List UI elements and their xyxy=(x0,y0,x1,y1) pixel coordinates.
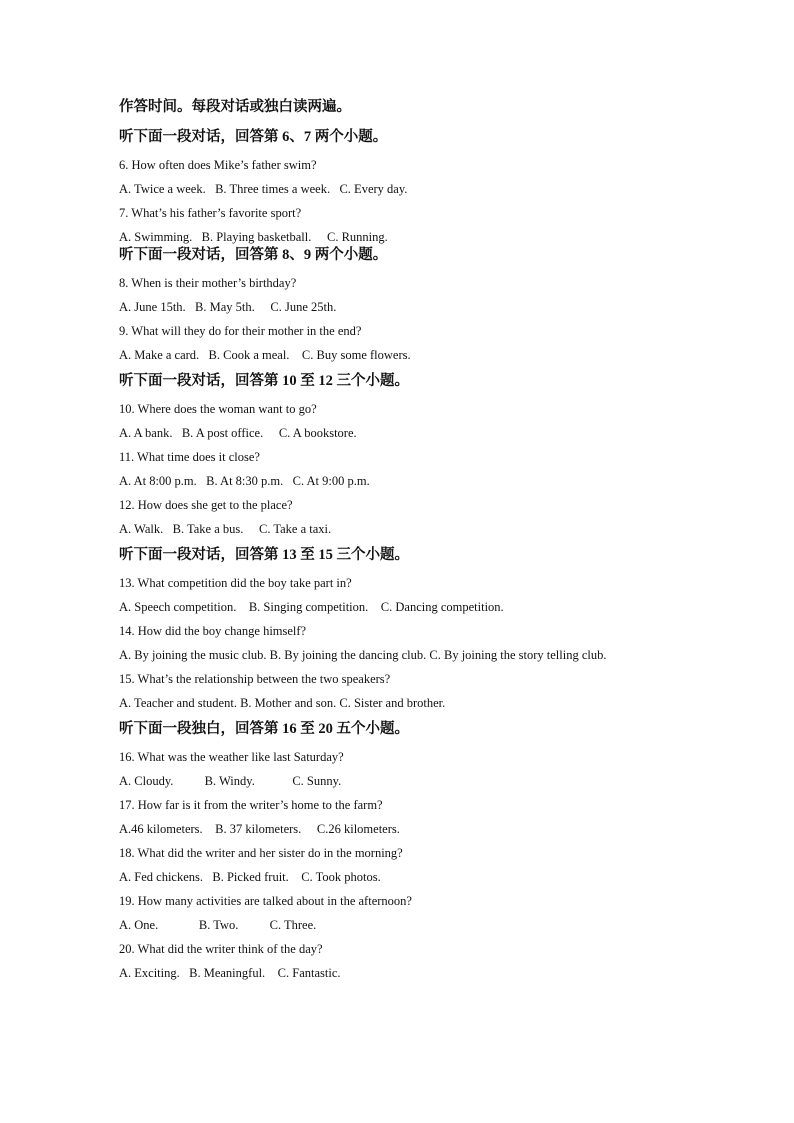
worksheet-page xyxy=(119,97,759,981)
answer-options: A. By joining the music club. B. By joining the dancing club. C. By joining the story telling club. xyxy=(119,648,607,662)
question-text: 12. How does she get to the place? xyxy=(119,498,293,512)
question-text: 10. Where does the woman want to go? xyxy=(119,402,317,416)
question-text: 6. How often does Mike’s father swim? xyxy=(119,158,317,172)
question-text: 11. What time does it close? xyxy=(119,450,260,464)
answer-options: A. Teacher and student. B. Mother and son. C. Sister and brother. xyxy=(119,696,446,710)
answer-options: A.46 kilometers. B. 37 kilometers. C.26 kilometers. xyxy=(119,822,400,836)
question-text: 13. What competition did the boy take part in? xyxy=(119,576,352,590)
section-heading: 听下面一段对话，回答第 10 至 12 三个小题。 xyxy=(119,373,409,389)
intro-text: 作答时间。每段对话或独白读两遍。 xyxy=(119,99,351,115)
question-text: 7. What’s his father’s favorite sport? xyxy=(119,206,302,220)
question-text: 14. How did the boy change himself? xyxy=(119,624,307,638)
answer-options: A. June 15th. B. May 5th. C. June 25th. xyxy=(119,300,337,314)
answer-options: A. Swimming. B. Playing basketball. C. Running. xyxy=(119,230,388,244)
answer-options: A. Walk. B. Take a bus. C. Take a taxi. xyxy=(119,522,332,536)
answer-options: A. Twice a week. B. Three times a week. C. Every day. xyxy=(119,182,408,196)
section-heading: 听下面一段对话，回答第 8、9 两个小题。 xyxy=(119,247,388,263)
question-text: 15. What’s the relationship between the two speakers? xyxy=(119,672,391,686)
question-text: 18. What did the writer and her sister do in the morning? xyxy=(119,846,403,860)
answer-options: A. At 8:00 p.m. B. At 8:30 p.m. C. At 9:00 p.m. xyxy=(119,474,370,488)
question-text: 19. How many activities are talked about in the afternoon? xyxy=(119,894,412,908)
question-text: 9. What will they do for their mother in the end? xyxy=(119,324,362,338)
section-heading: 听下面一段独白，回答第 16 至 20 五个小题。 xyxy=(119,721,409,737)
question-text: 20. What did the writer think of the day? xyxy=(119,942,323,956)
question-text: 8. When is their mother’s birthday? xyxy=(119,276,297,290)
section-heading: 听下面一段对话，回答第 13 至 15 三个小题。 xyxy=(119,547,409,563)
answer-options: A. Fed chickens. B. Picked fruit. C. Took photos. xyxy=(119,870,381,884)
answer-options: A. Speech competition. B. Singing competition. C. Dancing competition. xyxy=(119,600,504,614)
answer-options: A. One. B. Two. C. Three. xyxy=(119,918,317,932)
answer-options: A. Cloudy. B. Windy. C. Sunny. xyxy=(119,774,342,788)
answer-options: A. Make a card. B. Cook a meal. C. Buy some flowers. xyxy=(119,348,411,362)
answer-options: A. Exciting. B. Meaningful. C. Fantastic. xyxy=(119,966,341,980)
answer-options: A. A bank. B. A post office. C. A bookstore. xyxy=(119,426,357,440)
question-text: 16. What was the weather like last Saturday? xyxy=(119,750,344,764)
question-text: 17. How far is it from the writer’s home to the farm? xyxy=(119,798,383,812)
section-heading: 听下面一段对话，回答第 6、7 两个小题。 xyxy=(119,129,388,145)
